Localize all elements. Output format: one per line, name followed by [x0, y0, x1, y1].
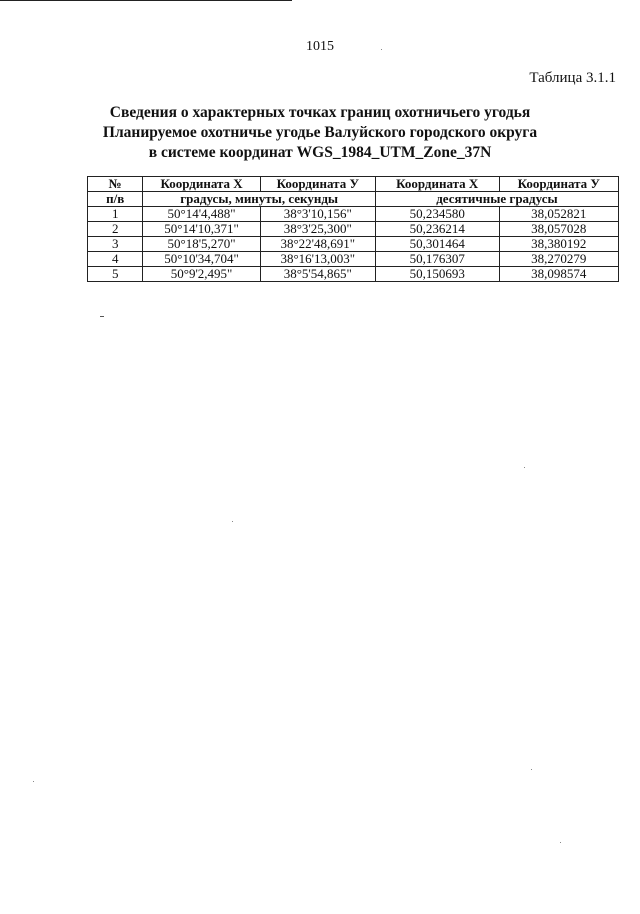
scan-speck [33, 781, 34, 782]
cell-dec-x: 50,234580 [375, 207, 499, 222]
cell-number: 4 [88, 252, 143, 267]
table-row [88, 267, 619, 282]
cell-dec-x: 50,176307 [375, 252, 499, 267]
document-title [0, 103, 640, 163]
header-group-dec: десятичные градусы [375, 192, 618, 207]
table-caption: Таблица 3.1.1 [529, 70, 616, 86]
cell-dec-y: 38,098574 [499, 267, 618, 282]
cell-dms-x: 50°14'4,488" [143, 207, 260, 222]
scan-speck [232, 521, 233, 522]
header-number-sub: п/в [88, 192, 143, 207]
scan-speck [381, 49, 382, 50]
cell-number: 1 [88, 207, 143, 222]
cell-number: 5 [88, 267, 143, 282]
cell-dec-x: 50,301464 [375, 237, 499, 252]
cell-number: 3 [88, 237, 143, 252]
cell-dms-y: 38°5'54,865" [260, 267, 375, 282]
header-number: № [88, 177, 143, 192]
coordinates-table [87, 176, 619, 282]
cell-dms-x: 50°14'10,371" [143, 222, 260, 237]
cell-dms-y: 38°3'25,300" [260, 222, 375, 237]
scan-speck [524, 467, 525, 468]
scan-speck [560, 842, 561, 843]
header-group-dms: градусы, минуты, секунды [143, 192, 375, 207]
top-rule [0, 0, 292, 1]
cell-dms-y: 38°16'13,003" [260, 252, 375, 267]
table-row [88, 252, 619, 267]
header-dec-y: Координата У [499, 177, 618, 192]
cell-dms-x: 50°10'34,704" [143, 252, 260, 267]
cell-dec-y: 38,380192 [499, 237, 618, 252]
header-dec-x: Координата X [375, 177, 499, 192]
title-line-3: в системе координат WGS_1984_UTM_Zone_37N [148, 144, 492, 161]
cell-dms-x: 50°18'5,270" [143, 237, 260, 252]
table-row [88, 207, 619, 222]
cell-dms-y: 38°3'10,156" [260, 207, 375, 222]
title-line-1: Сведения о характерных точках границ охотничьего угодья [109, 104, 531, 121]
header-row [88, 177, 619, 192]
cell-dec-x: 50,236214 [375, 222, 499, 237]
scan-speck [531, 769, 532, 770]
cell-number: 2 [88, 222, 143, 237]
header-dms-x: Координата X [143, 177, 260, 192]
page-number: 1015 [306, 39, 334, 54]
header-group-row [88, 192, 619, 207]
header-dms-y: Координата У [260, 177, 375, 192]
cell-dms-x: 50°9'2,495" [143, 267, 260, 282]
cell-dec-y: 38,270279 [499, 252, 618, 267]
table-row [88, 237, 619, 252]
cell-dms-y: 38°22'48,691" [260, 237, 375, 252]
table-row [88, 222, 619, 237]
cell-dec-y: 38,052821 [499, 207, 618, 222]
scan-speck [100, 316, 104, 317]
title-line-2: Планируемое охотничье угодье Валуйского городского округа [102, 124, 538, 141]
cell-dec-y: 38,057028 [499, 222, 618, 237]
cell-dec-x: 50,150693 [375, 267, 499, 282]
